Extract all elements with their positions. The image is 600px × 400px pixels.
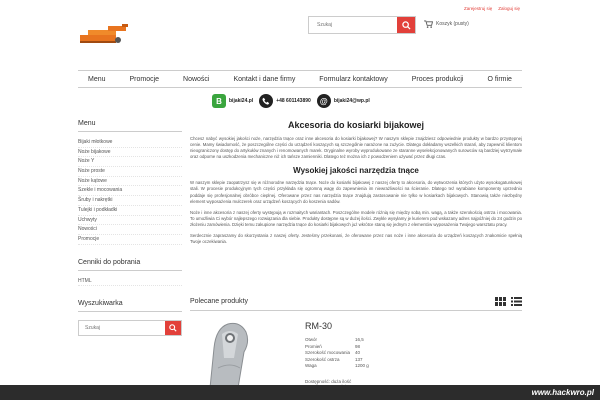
spec-value: 98	[355, 343, 361, 349]
spec-row	[305, 350, 369, 357]
watermark: www.hackwro.pl	[0, 385, 600, 400]
logo[interactable]	[78, 22, 132, 46]
grid-view-icon[interactable]	[495, 297, 506, 306]
contact-site[interactable]	[212, 94, 253, 108]
page-title: Akcesoria do kosiarki bijakowej	[287, 120, 425, 130]
login-link[interactable]: Zaloguj się	[498, 6, 520, 11]
sidebar-search-button[interactable]	[165, 321, 181, 335]
sidebar-item[interactable]: Noże Y	[78, 157, 182, 167]
featured-title: Polecane produkty	[190, 298, 248, 305]
body-paragraph: Noże i inne akcesoria z naszej oferty występują w rozmaitych wariantach. Poszczególne modele różnią się między sobą min. wagą, a także szerokością ostrza i mocowania. To umożliwia Ci wybór najlepszego rozwiązania dla siebie. Produkty dostępne są w dużej ilości. Zwykle wysyłamy je kurierem pod wskazany adres najpóźniej do 24 godzin po złożeniu zamówienia. Dzięki temu zakupione narzędzia tnące do kosiarki bijakowych już wkrótce staną się jednym z elementów wyposażenia Twojego warsztatu pracy.	[190, 209, 522, 227]
spec-value: 1200 g	[355, 363, 369, 369]
sidebar-search-input[interactable]	[79, 321, 165, 335]
nav-item-menu[interactable]: Menu	[88, 75, 106, 83]
body-paragraph: W naszym sklepie zaopatrzysz się w różnorodne narzędzia tnące. Noże do kosiarki bijakowej z naszej oferty to akcesoria, do wytworzenia których użyto wysokogatunkowej stali. W procesie produkcyjnym tych części przykłada się ogromną wagę do zapewnienia im niewrażliwości na ścieranie. Dlatego też wyrabiane komponenty uprzednio poddaje się profesjonalnej obróbce cieplnej. Oferowane przez nas narzędzia tnące znajdują zastosowanie nie tylko w kosiarkach bijakowych. Stanowią także niezbędny element wyposażenia mulczerek oraz urządzeń koszących do koszenia sadów.	[190, 180, 522, 204]
sidebar-item[interactable]: Bijaki młotkowe	[78, 138, 182, 148]
sidebar-search-title: Wyszukiwarka	[78, 300, 182, 312]
price-list-item-html[interactable]: HTML	[78, 277, 182, 287]
product-name[interactable]: RM-30	[305, 321, 333, 331]
cart-icon	[424, 20, 433, 28]
sidebar-search-block	[78, 300, 182, 336]
sidebar-item[interactable]: Szekle i mocowania	[78, 186, 182, 196]
contact-strip	[212, 94, 370, 108]
intro-paragraph: Chcesz nabyć wysokiej jakości noże, narzędzia tnące oraz inne akcesoria do kosiarki bijakowej? W naszym sklepie znajdziesz odpowiednie produkty w bardzo przystępnej cenie. Mamy świadomość, że poszczególne części do urządzeń koszących są szczególnie narażone na zużycie. Dlatego dokładamy wszelkich starań, aby zapewnić klientom nieograniczony dostęp do artykułów znanych i renomowanych marek. Oryginalne wyroby wyprodukowane ze staranne wyselekcjonowanych surowców są bardziej wytrzymałe oraz odporne na uszkodzenia mechaniczne niż ich tańsze zamienniki. Dlatego też można ich z powodzeniem używać przez długi czas.	[190, 136, 522, 160]
search-icon	[402, 21, 411, 30]
sidebar-menu-title: Menu	[78, 120, 182, 132]
sidebar-item[interactable]: Promocje	[78, 235, 182, 245]
nav-item-kontakt[interactable]: Kontakt i dane firmy	[233, 75, 296, 83]
site-logo-icon: B	[212, 94, 226, 108]
cart-label: Koszyk (pusty)	[436, 21, 469, 27]
availability-label: Dostępność: duża ilość	[305, 379, 352, 384]
list-view-icon[interactable]	[511, 297, 522, 306]
body-paragraph: Serdecznie zapraszamy do skorzystania z naszej oferty. Jesteśmy przekonani, że oferowane przez nas noże i inne akcesoria do urządzeń koszących znakomicie spełnią Twoje oczekiwania.	[190, 233, 522, 245]
register-link[interactable]: Zarejestruj się	[463, 6, 493, 11]
spec-key: Waga	[305, 363, 317, 369]
spec-value: 40	[355, 350, 361, 356]
sidebar-item[interactable]: Uchwyty	[78, 216, 182, 226]
sidebar	[78, 120, 182, 336]
header-search	[308, 16, 416, 34]
search-button[interactable]	[397, 17, 415, 33]
contact-phone[interactable]	[259, 94, 311, 108]
sidebar-search	[78, 320, 182, 336]
email-at-icon: @	[317, 94, 331, 108]
product-specs	[305, 337, 369, 370]
spec-key: Szerokość ostrza	[305, 356, 340, 362]
nav-item-proces[interactable]: Proces produkcji	[411, 75, 464, 83]
price-list-title: Cenniki do pobrania	[78, 259, 182, 271]
top-links	[464, 6, 520, 11]
spec-key: Promień	[305, 343, 322, 349]
sidebar-item[interactable]: Tulejki i podkładki	[78, 206, 182, 216]
sidebar-item[interactable]: Noże bijakowe	[78, 148, 182, 158]
sidebar-item[interactable]: Noże kątowe	[78, 177, 182, 187]
nav-item-o-firmie[interactable]: O firmie	[487, 75, 512, 83]
main-content	[190, 120, 522, 250]
contact-site-label: bijaki24.pl	[229, 98, 254, 104]
sidebar-item[interactable]: Noże proste	[78, 167, 182, 177]
spec-row	[305, 357, 369, 364]
featured-header	[190, 293, 522, 311]
mower-logo-icon	[78, 22, 132, 46]
spec-value: 16,5	[355, 337, 364, 342]
spec-row	[305, 363, 369, 370]
spec-row	[305, 337, 369, 344]
phone-icon	[259, 94, 273, 108]
contact-email[interactable]	[317, 94, 370, 108]
search-icon	[169, 324, 177, 332]
flail-blade-image	[200, 318, 264, 388]
spec-value: 137	[355, 356, 363, 362]
product-image[interactable]	[200, 318, 264, 388]
sidebar-item[interactable]: Nowości	[78, 225, 182, 235]
sidebar-item[interactable]: Śruby i nakrętki	[78, 196, 182, 206]
section-subtitle: Wysokiej jakości narzędzia tnące	[293, 166, 419, 176]
spec-key: Otwór	[305, 337, 318, 342]
contact-email-label: bijaki24@wp.pl	[333, 98, 370, 104]
price-list	[78, 277, 182, 287]
spec-key: Szerokość mocowania	[305, 350, 351, 356]
search-input[interactable]	[309, 17, 397, 33]
spec-row	[305, 344, 369, 351]
nav-item-nowosci[interactable]: Nowości	[183, 75, 210, 83]
main-nav	[78, 70, 522, 88]
price-list-block	[78, 259, 182, 287]
cart[interactable]	[424, 20, 469, 28]
nav-item-formularz[interactable]: Formularz kontaktowy	[319, 75, 388, 83]
contact-phone-label: +48 601143890	[276, 98, 311, 104]
sidebar-menu-list	[78, 138, 182, 245]
view-toggle	[495, 297, 522, 306]
nav-item-promocje[interactable]: Promocje	[129, 75, 160, 83]
